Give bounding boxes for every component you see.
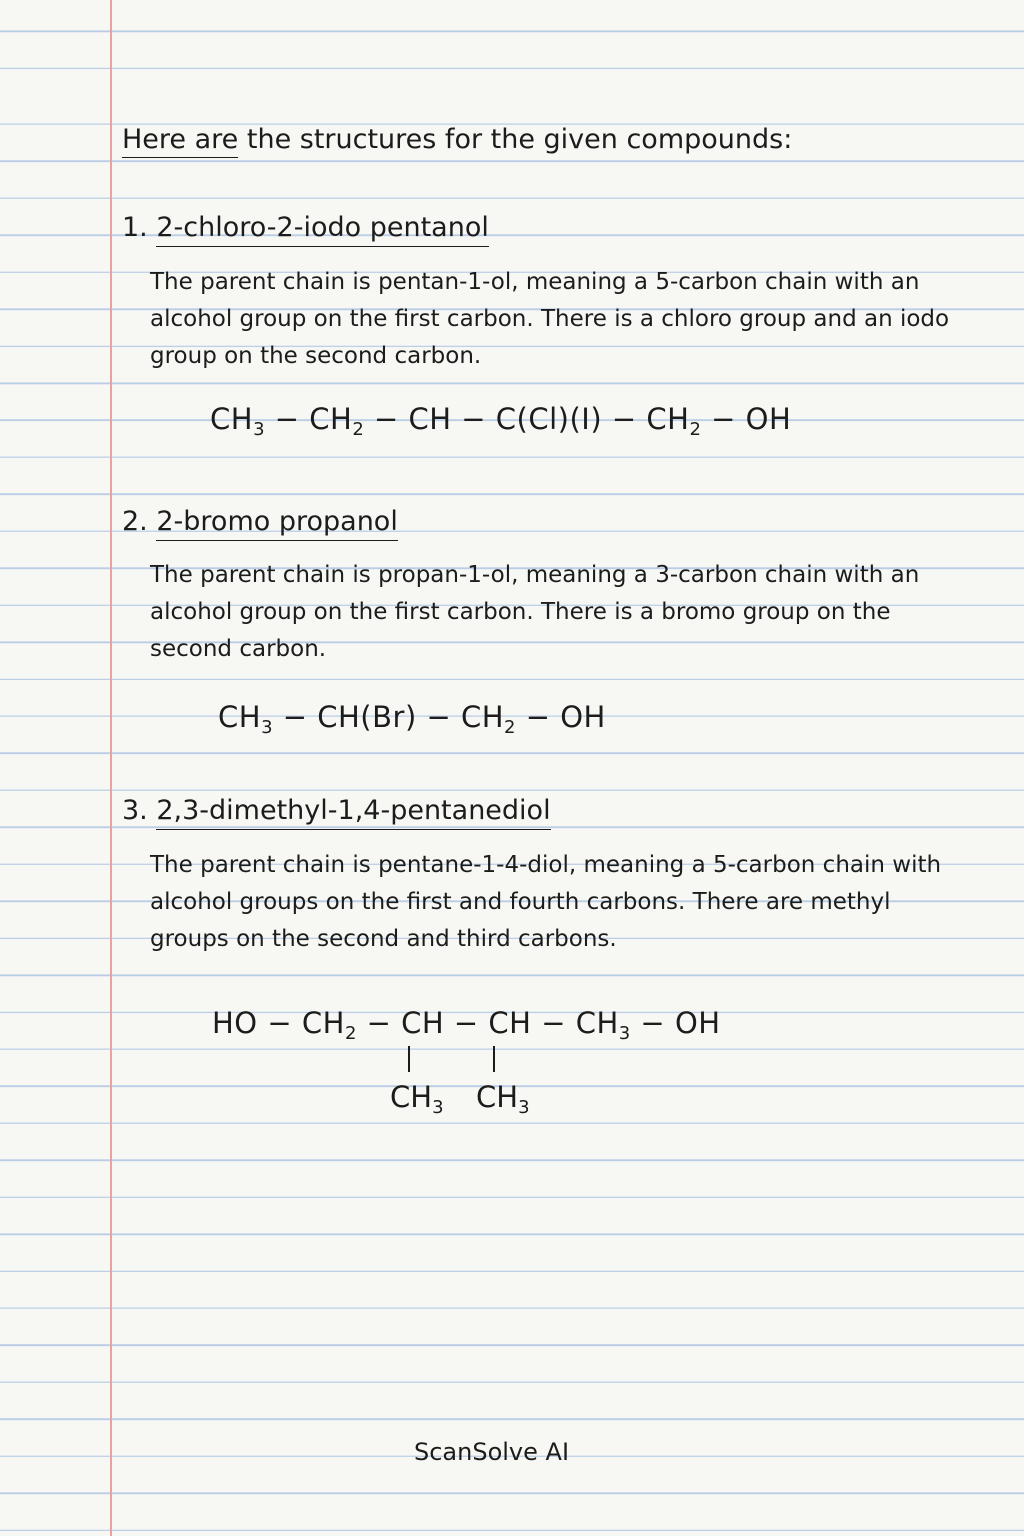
- section-3-description: The parent chain is pentane-1-4-diol, meaning a 5-carbon chain with alcohol groups on the first and fourth carbons. There are methyl groups on the second and third carbons.: [150, 852, 942, 952]
- branch-bond-1: [408, 1046, 410, 1072]
- section-1-number: 1.: [122, 212, 148, 243]
- section-3-number: 3.: [122, 795, 148, 826]
- branch-bond-2: [493, 1046, 495, 1072]
- intro-underlined: Here are: [122, 124, 238, 158]
- methyl-branch-2: $CH_3$: [476, 1080, 530, 1118]
- section-2-number: 2.: [122, 506, 148, 537]
- section-3-heading: [122, 795, 551, 826]
- section-2-description: The parent chain is propan-1-ol, meaning a 3-carbon chain with an alcohol group on the first carbon. There is a bromo group on the second carbon.: [150, 562, 920, 662]
- section-1-name: 2-chloro-2-iodo pentanol: [156, 212, 488, 247]
- section-1-heading: [122, 212, 489, 243]
- methyl-branch-1: $CH_3$: [390, 1080, 444, 1118]
- section-1-formula: $CH_3 - CH_2$ − CH − $C(Cl)(I) - CH_2$ − OH: [210, 402, 792, 440]
- section-2-formula: $CH_3 - CH(Br) - CH_2$ − OH: [218, 700, 606, 738]
- section-1-description: The parent chain is pentan-1-ol, meaning a 5-carbon chain with an alcohol group on the first carbon. There is a chloro group and an iodo group on the second carbon.: [150, 269, 950, 369]
- section-3-name: 2,3-dimethyl-1,4-pentanediol: [156, 795, 550, 830]
- footer-brand: ScanSolve AI: [414, 1438, 570, 1466]
- intro-text: [122, 124, 792, 155]
- section-2-heading: [122, 506, 398, 537]
- notebook-margin-line: [110, 0, 112, 1536]
- section-3-formula: HO − $CH_2$ − CH − CH − $CH_3$ − OH: [212, 1006, 721, 1044]
- intro-rest: the structures for the given compounds:: [238, 124, 793, 155]
- section-2-name: 2-bromo propanol: [156, 506, 397, 541]
